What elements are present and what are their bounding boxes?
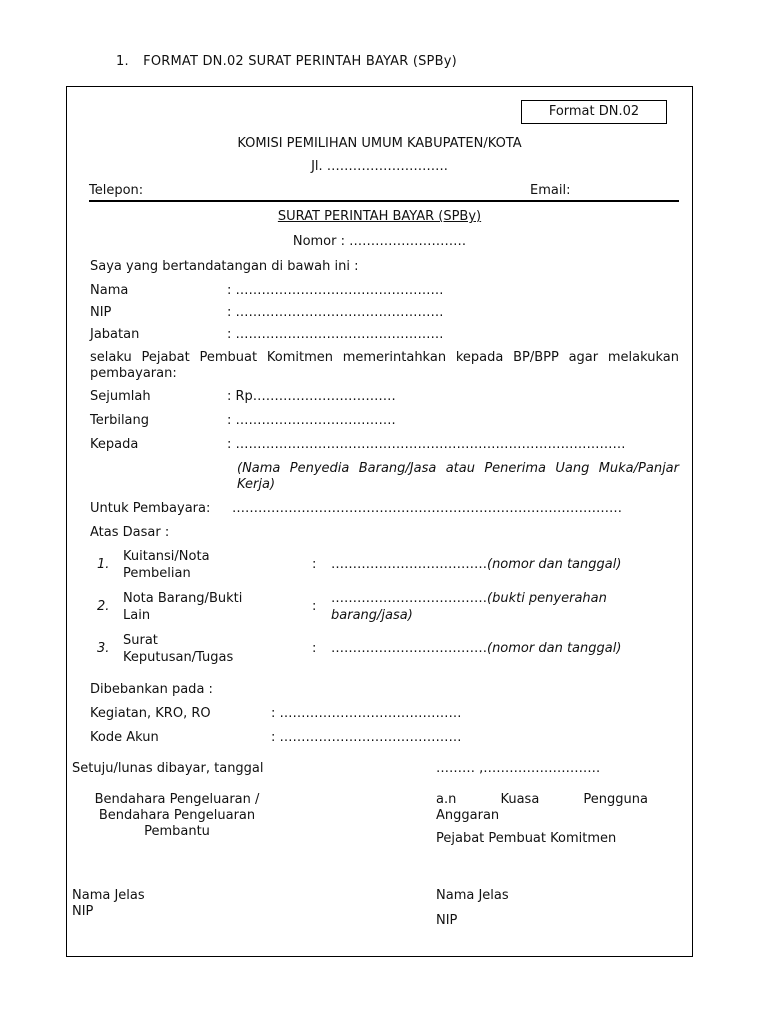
kepada-value: : ……………………………………………………………………………… [227, 437, 626, 452]
institution-name: KOMISI PEMILIHAN UMUM KABUPATEN/KOTA [237, 136, 522, 151]
intro-text: Saya yang bertandatangan di bawah ini : [90, 259, 359, 274]
kode-akun-label: Kode Akun [90, 730, 159, 745]
kpa-title-line: Anggaran [436, 808, 500, 823]
atas-dasar-item-colon: : [312, 557, 317, 572]
untuk-value: ……………………………………………………………………………… [232, 501, 622, 516]
atas-dasar-item-label-line: Kuitansi/Nota [123, 549, 210, 564]
institution-address: Jl. ………………………. [311, 159, 448, 174]
atas-dasar-item-label [123, 548, 210, 582]
approval-date: ……… ,……………………… [436, 761, 601, 776]
kpa-title-word: a.n [436, 792, 457, 807]
section-heading [116, 54, 457, 69]
kpa-title-line [436, 792, 648, 808]
kegiatan-value: : …………………………………… [271, 706, 462, 721]
nip-label: NIP [90, 305, 112, 320]
terbilang-label: Terbilang [90, 413, 150, 428]
nama-value: : ………………………………………… [227, 283, 444, 298]
setuju-text: Setuju/lunas dibayar, tanggal [72, 761, 264, 776]
atas-dasar-item-dots: ……………………………… [331, 641, 487, 656]
letterhead-divider [89, 200, 679, 202]
kegiatan-label: Kegiatan, KRO, RO [90, 706, 211, 721]
atas-dasar-item-dots: ……………………………… [331, 591, 487, 606]
section-heading-text: FORMAT DN.02 SURAT PERINTAH BAYAR (SPBy) [143, 54, 457, 69]
kpa-title-word: Kuasa [500, 792, 540, 807]
sejumlah-value: : Rp…………………………… [227, 389, 396, 404]
atas-dasar-item-label-line: Surat [123, 633, 158, 648]
ppk-title: Pejabat Pembuat Komitmen [436, 831, 617, 846]
atas-dasar-item-label-line: Lain [123, 608, 151, 623]
atas-dasar-item-label-line: Keputusan/Tugas [123, 650, 234, 665]
telepon-label: Telepon: [89, 183, 144, 198]
nama-label: Nama [90, 283, 129, 298]
order-text: selaku Pejabat Pembuat Komitmen memerintahkan kepada BP/BPP agar melakukan pembayaran: [90, 350, 679, 381]
untuk-label: Untuk Pembayara: [90, 501, 211, 516]
section-heading-number: 1. [116, 54, 129, 69]
kode-akun-value: : …………………………………… [271, 730, 462, 745]
atas-dasar-item-label [123, 590, 242, 624]
atas-dasar-item-value [331, 641, 621, 656]
treasurer-signature [72, 888, 145, 920]
atas-dasar-item-note: (nomor dan tanggal) [487, 641, 622, 656]
atas-dasar-item-label-line: Pembelian [123, 566, 191, 581]
jabatan-value: : ………………………………………… [227, 327, 444, 342]
atas-dasar-item-dots: ……………………………… [331, 557, 487, 572]
atas-dasar-item-colon: : [312, 641, 317, 656]
atas-dasar-item-number: 1. [97, 557, 110, 572]
document-number: Nomor : ……………………… [292, 234, 467, 249]
atas-dasar-item-number: 3. [97, 641, 110, 656]
atas-dasar-item-colon: : [312, 599, 317, 614]
atas-dasar-item-value [331, 557, 621, 572]
sejumlah-label: Sejumlah [90, 389, 151, 404]
kepada-note: (Nama Penyedia Barang/Jasa atau Penerima Uang Muka/Panjar Kerja) [237, 461, 679, 492]
atas-dasar-item-value [331, 590, 607, 624]
treasurer-title [72, 792, 282, 840]
jabatan-label: Jabatan [90, 327, 140, 342]
treasurer-title-line: Pembantu [144, 824, 210, 839]
kpa-title-word: Pengguna [583, 792, 648, 807]
atas-dasar-item-note: (nomor dan tanggal) [487, 557, 622, 572]
dibebankan-label: Dibebankan pada : [90, 682, 213, 697]
ppk-nip-label: NIP [436, 913, 458, 928]
ppk-name-label: Nama Jelas [436, 888, 509, 903]
atas-dasar-item-label [123, 632, 233, 666]
kepada-label: Kepada [90, 437, 139, 452]
document-title: SURAT PERINTAH BAYAR (SPBy) [277, 209, 482, 224]
terbilang-value: : ………………………………. [227, 413, 396, 428]
kpa-title [436, 792, 648, 824]
atas-dasar-item-note: barang/jasa) [331, 608, 413, 623]
nip-value: : ………………………………………… [227, 305, 444, 320]
atas-dasar-item-number: 2. [97, 599, 110, 614]
format-code-box: Format DN.02 [521, 100, 667, 124]
email-label: Email: [530, 183, 571, 198]
atas-dasar-item-label-line: Nota Barang/Bukti [123, 591, 243, 606]
treasurer-title-line: Bendahara Pengeluaran [98, 808, 256, 823]
atas-dasar-item-note: (bukti penyerahan [487, 591, 607, 606]
atas-dasar-label: Atas Dasar : [90, 525, 170, 540]
treasurer-nip-label: NIP [72, 904, 94, 919]
treasurer-name-label: Nama Jelas [72, 888, 145, 903]
treasurer-title-line: Bendahara Pengeluaran / [94, 792, 260, 807]
